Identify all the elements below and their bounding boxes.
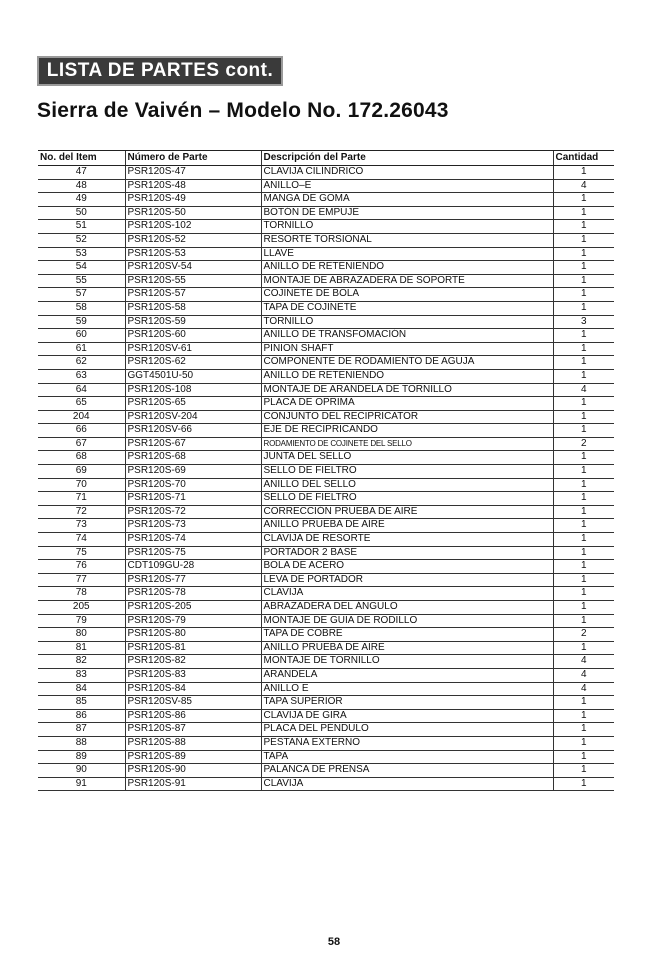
part-number-cell: PSR120S-102 <box>125 220 261 234</box>
item-number-cell: 81 <box>38 641 125 655</box>
quantity-cell: 2 <box>553 437 614 451</box>
part-number-cell: PSR120S-74 <box>125 533 261 547</box>
description-cell: PESTAÑA EXTERNO <box>261 736 553 750</box>
part-number-cell: PSR120SV-85 <box>125 696 261 710</box>
description-cell: MONTAJE DE ABRAZADERA DE SOPORTE <box>261 274 553 288</box>
table-row <box>38 505 614 519</box>
item-number-cell: 79 <box>38 614 125 628</box>
description-cell: CLAVIJA DE GIRA <box>261 709 553 723</box>
section-banner: LISTA DE PARTES cont. <box>37 56 283 86</box>
item-number-cell: 67 <box>38 437 125 451</box>
table-row <box>38 451 614 465</box>
table-row <box>38 410 614 424</box>
quantity-cell: 1 <box>553 723 614 737</box>
quantity-cell: 1 <box>553 410 614 424</box>
table-row <box>38 166 614 180</box>
table-row <box>38 736 614 750</box>
item-number-cell: 57 <box>38 288 125 302</box>
description-cell: TAPA <box>261 750 553 764</box>
part-number-cell: PSR120S-87 <box>125 723 261 737</box>
quantity-cell: 1 <box>553 587 614 601</box>
description-cell: RESORTE TORSIONAL <box>261 233 553 247</box>
item-number-cell: 87 <box>38 723 125 737</box>
description-cell: TORNILLO <box>261 315 553 329</box>
quantity-cell: 1 <box>553 709 614 723</box>
table-row <box>38 261 614 275</box>
item-number-cell: 69 <box>38 465 125 479</box>
item-number-cell: 86 <box>38 709 125 723</box>
item-number-cell: 48 <box>38 179 125 193</box>
description-cell: ANILLO–E <box>261 179 553 193</box>
table-row <box>38 478 614 492</box>
table-row <box>38 533 614 547</box>
quantity-cell: 1 <box>553 274 614 288</box>
description-cell: ANILLO DE RETENIENDO <box>261 261 553 275</box>
item-number-cell: 52 <box>38 233 125 247</box>
item-number-cell: 51 <box>38 220 125 234</box>
table-row <box>38 179 614 193</box>
table-row <box>38 193 614 207</box>
quantity-cell: 1 <box>553 220 614 234</box>
description-cell: ABRAZADERA DEL ÁNGULO <box>261 601 553 615</box>
table-row <box>38 437 614 451</box>
header-part-number: Número de Parte <box>125 151 261 166</box>
description-cell: CLAVIJA CILÍNDRICO <box>261 166 553 180</box>
description-cell: MONTAJE DE GUIA DE RODILLO <box>261 614 553 628</box>
table-row <box>38 655 614 669</box>
part-number-cell: PSR120S-53 <box>125 247 261 261</box>
part-number-cell: PSR120S-48 <box>125 179 261 193</box>
quantity-cell: 1 <box>553 505 614 519</box>
quantity-cell: 3 <box>553 315 614 329</box>
description-cell: CONJUNTO DEL RECIPRICATOR <box>261 410 553 424</box>
part-number-cell: PSR120S-81 <box>125 641 261 655</box>
part-number-cell: PSR120S-108 <box>125 383 261 397</box>
table-row <box>38 342 614 356</box>
description-cell: PLACA DEL PÉNDULO <box>261 723 553 737</box>
description-cell: COMPONENTE DE RODAMIENTO DE AGUJA <box>261 356 553 370</box>
table-row <box>38 546 614 560</box>
part-number-cell: PSR120S-52 <box>125 233 261 247</box>
quantity-cell: 1 <box>553 750 614 764</box>
table-row <box>38 750 614 764</box>
description-cell: LLAVE <box>261 247 553 261</box>
description-cell: TAPA SUPERIOR <box>261 696 553 710</box>
quantity-cell: 1 <box>553 614 614 628</box>
part-number-cell: CDT109GU-28 <box>125 560 261 574</box>
part-number-cell: PSR120S-62 <box>125 356 261 370</box>
item-number-cell: 60 <box>38 329 125 343</box>
item-number-cell: 54 <box>38 261 125 275</box>
quantity-cell: 1 <box>553 492 614 506</box>
quantity-cell: 1 <box>553 478 614 492</box>
item-number-cell: 76 <box>38 560 125 574</box>
description-cell: ANILLO DE RETENIENDO <box>261 369 553 383</box>
item-number-cell: 68 <box>38 451 125 465</box>
table-row <box>38 614 614 628</box>
quantity-cell: 1 <box>553 696 614 710</box>
table-row <box>38 519 614 533</box>
table-row <box>38 587 614 601</box>
quantity-cell: 4 <box>553 383 614 397</box>
item-number-cell: 64 <box>38 383 125 397</box>
part-number-cell: PSR120S-67 <box>125 437 261 451</box>
item-number-cell: 74 <box>38 533 125 547</box>
description-cell: ARANDELA <box>261 668 553 682</box>
item-number-cell: 50 <box>38 206 125 220</box>
item-number-cell: 83 <box>38 668 125 682</box>
quantity-cell: 1 <box>553 288 614 302</box>
table-row <box>38 383 614 397</box>
quantity-cell: 1 <box>553 533 614 547</box>
part-number-cell: PSR120S-83 <box>125 668 261 682</box>
quantity-cell: 1 <box>553 233 614 247</box>
table-row <box>38 492 614 506</box>
table-row <box>38 696 614 710</box>
description-cell: CLAVIJA <box>261 587 553 601</box>
page-number: 58 <box>327 936 341 948</box>
quantity-cell: 1 <box>553 261 614 275</box>
part-number-cell: PSR120S-70 <box>125 478 261 492</box>
table-header-row <box>38 151 614 166</box>
description-cell: JUNTA DEL SELLO <box>261 451 553 465</box>
part-number-cell: PSR120S-73 <box>125 519 261 533</box>
item-number-cell: 91 <box>38 777 125 791</box>
part-number-cell: PSR120S-89 <box>125 750 261 764</box>
quantity-cell: 2 <box>553 628 614 642</box>
quantity-cell: 1 <box>553 369 614 383</box>
item-number-cell: 66 <box>38 424 125 438</box>
quantity-cell: 4 <box>553 655 614 669</box>
parts-table-body <box>38 166 614 791</box>
table-row <box>38 628 614 642</box>
part-number-cell: PSR120S-72 <box>125 505 261 519</box>
quantity-cell: 1 <box>553 573 614 587</box>
header-quantity: Cantidad <box>553 151 614 166</box>
part-number-cell: PSR120S-55 <box>125 274 261 288</box>
table-row <box>38 424 614 438</box>
item-number-cell: 78 <box>38 587 125 601</box>
quantity-cell: 1 <box>553 736 614 750</box>
part-number-cell: PSR120S-79 <box>125 614 261 628</box>
item-number-cell: 53 <box>38 247 125 261</box>
item-number-cell: 70 <box>38 478 125 492</box>
table-row <box>38 573 614 587</box>
part-number-cell: PSR120SV-61 <box>125 342 261 356</box>
part-number-cell: PSR120S-205 <box>125 601 261 615</box>
part-number-cell: PSR120S-91 <box>125 777 261 791</box>
part-number-cell: PSR120S-59 <box>125 315 261 329</box>
description-cell: SELLO DE FIELTRO <box>261 465 553 479</box>
description-cell: ANILLO E <box>261 682 553 696</box>
description-cell: MONTAJE DE ARANDELA DE TORNILLO <box>261 383 553 397</box>
part-number-cell: PSR120SV-204 <box>125 410 261 424</box>
item-number-cell: 90 <box>38 764 125 778</box>
table-row <box>38 601 614 615</box>
quantity-cell: 1 <box>553 601 614 615</box>
part-number-cell: PSR120S-90 <box>125 764 261 778</box>
table-row <box>38 274 614 288</box>
item-number-cell: 75 <box>38 546 125 560</box>
part-number-cell: PSR120SV-66 <box>125 424 261 438</box>
item-number-cell: 88 <box>38 736 125 750</box>
description-cell: ANILLO PRUEBA DE AIRE <box>261 519 553 533</box>
part-number-cell: PSR120S-57 <box>125 288 261 302</box>
quantity-cell: 4 <box>553 179 614 193</box>
quantity-cell: 1 <box>553 424 614 438</box>
part-number-cell: PSR120S-47 <box>125 166 261 180</box>
item-number-cell: 61 <box>38 342 125 356</box>
part-number-cell: PSR120S-68 <box>125 451 261 465</box>
description-cell: PALANCA DE PRENSA <box>261 764 553 778</box>
description-cell: SELLO DE FIELTRO <box>261 492 553 506</box>
item-number-cell: 73 <box>38 519 125 533</box>
item-number-cell: 77 <box>38 573 125 587</box>
quantity-cell: 1 <box>553 397 614 411</box>
table-row <box>38 329 614 343</box>
part-number-cell: PSR120S-82 <box>125 655 261 669</box>
item-number-cell: 84 <box>38 682 125 696</box>
description-cell: ANILLO PRUEBA DE AIRE <box>261 641 553 655</box>
part-number-cell: PSR120S-78 <box>125 587 261 601</box>
table-row <box>38 288 614 302</box>
description-cell: ANILLO DEL SELLO <box>261 478 553 492</box>
table-row <box>38 764 614 778</box>
description-cell: ANILLO DE TRANSFOMACIÓN <box>261 329 553 343</box>
quantity-cell: 4 <box>553 668 614 682</box>
quantity-cell: 1 <box>553 206 614 220</box>
table-row <box>38 560 614 574</box>
header-item-number: No. del Item <box>38 151 125 166</box>
table-row <box>38 356 614 370</box>
item-number-cell: 205 <box>38 601 125 615</box>
quantity-cell: 1 <box>553 560 614 574</box>
item-number-cell: 59 <box>38 315 125 329</box>
description-cell: CLAVIJA DE RESORTE <box>261 533 553 547</box>
item-number-cell: 63 <box>38 369 125 383</box>
part-number-cell: PSR120S-69 <box>125 465 261 479</box>
table-row <box>38 641 614 655</box>
part-number-cell: PSR120S-88 <box>125 736 261 750</box>
part-number-cell: PSR120S-80 <box>125 628 261 642</box>
quantity-cell: 1 <box>553 301 614 315</box>
item-number-cell: 65 <box>38 397 125 411</box>
item-number-cell: 49 <box>38 193 125 207</box>
quantity-cell: 1 <box>553 641 614 655</box>
description-cell: EJE DE RECIPRICANDO <box>261 424 553 438</box>
item-number-cell: 85 <box>38 696 125 710</box>
description-cell: TAPA DE COJINETE <box>261 301 553 315</box>
header-description: Descripción del Parte <box>261 151 553 166</box>
part-number-cell: PSR120S-71 <box>125 492 261 506</box>
table-row <box>38 206 614 220</box>
table-row <box>38 777 614 791</box>
description-cell: BOTÓN DE EMPUJE <box>261 206 553 220</box>
table-row <box>38 315 614 329</box>
item-number-cell: 58 <box>38 301 125 315</box>
item-number-cell: 89 <box>38 750 125 764</box>
quantity-cell: 1 <box>553 193 614 207</box>
description-cell: TORNILLO <box>261 220 553 234</box>
part-number-cell: PSR120S-77 <box>125 573 261 587</box>
part-number-cell: GGT4501U-50 <box>125 369 261 383</box>
table-row <box>38 668 614 682</box>
quantity-cell: 1 <box>553 247 614 261</box>
description-cell: PLACA DE OPRIMA <box>261 397 553 411</box>
part-number-cell: PSR120S-58 <box>125 301 261 315</box>
item-number-cell: 62 <box>38 356 125 370</box>
table-row <box>38 220 614 234</box>
item-number-cell: 55 <box>38 274 125 288</box>
quantity-cell: 1 <box>553 451 614 465</box>
quantity-cell: 1 <box>553 546 614 560</box>
table-row <box>38 369 614 383</box>
table-row <box>38 301 614 315</box>
description-cell: LEVA DE PORTADOR <box>261 573 553 587</box>
parts-table <box>38 150 614 791</box>
part-number-cell: PSR120SV-54 <box>125 261 261 275</box>
description-cell: COJINETE DE BOLA <box>261 288 553 302</box>
quantity-cell: 1 <box>553 329 614 343</box>
part-number-cell: PSR120S-60 <box>125 329 261 343</box>
item-number-cell: 71 <box>38 492 125 506</box>
table-row <box>38 723 614 737</box>
table-row <box>38 247 614 261</box>
description-cell: PORTADOR 2 BASE <box>261 546 553 560</box>
quantity-cell: 1 <box>553 777 614 791</box>
part-number-cell: PSR120S-84 <box>125 682 261 696</box>
part-number-cell: PSR120S-86 <box>125 709 261 723</box>
quantity-cell: 1 <box>553 465 614 479</box>
table-row <box>38 709 614 723</box>
quantity-cell: 1 <box>553 166 614 180</box>
part-number-cell: PSR120S-49 <box>125 193 261 207</box>
description-cell: MONTAJE DE TORNILLO <box>261 655 553 669</box>
part-number-cell: PSR120S-75 <box>125 546 261 560</box>
part-number-cell: PSR120S-50 <box>125 206 261 220</box>
item-number-cell: 47 <box>38 166 125 180</box>
page-title: Sierra de Vaivén – Modelo No. 172.26043 <box>37 99 449 122</box>
part-number-cell: PSR120S-65 <box>125 397 261 411</box>
item-number-cell: 72 <box>38 505 125 519</box>
description-cell: TAPA DE COBRE <box>261 628 553 642</box>
quantity-cell: 1 <box>553 342 614 356</box>
item-number-cell: 204 <box>38 410 125 424</box>
description-cell: MANGA DE GOMA <box>261 193 553 207</box>
table-row <box>38 397 614 411</box>
item-number-cell: 82 <box>38 655 125 669</box>
quantity-cell: 1 <box>553 356 614 370</box>
description-cell: PINION SHAFT <box>261 342 553 356</box>
quantity-cell: 1 <box>553 764 614 778</box>
table-row <box>38 682 614 696</box>
quantity-cell: 1 <box>553 519 614 533</box>
description-cell: CORRECCIÓN PRUEBA DE AIRE <box>261 505 553 519</box>
quantity-cell: 4 <box>553 682 614 696</box>
description-cell: CLAVIJA <box>261 777 553 791</box>
item-number-cell: 80 <box>38 628 125 642</box>
description-cell: RODAMIENTO DE COJINETE DEL SELLO <box>261 437 553 451</box>
table-row <box>38 233 614 247</box>
description-cell: BOLA DE ACERO <box>261 560 553 574</box>
table-row <box>38 465 614 479</box>
